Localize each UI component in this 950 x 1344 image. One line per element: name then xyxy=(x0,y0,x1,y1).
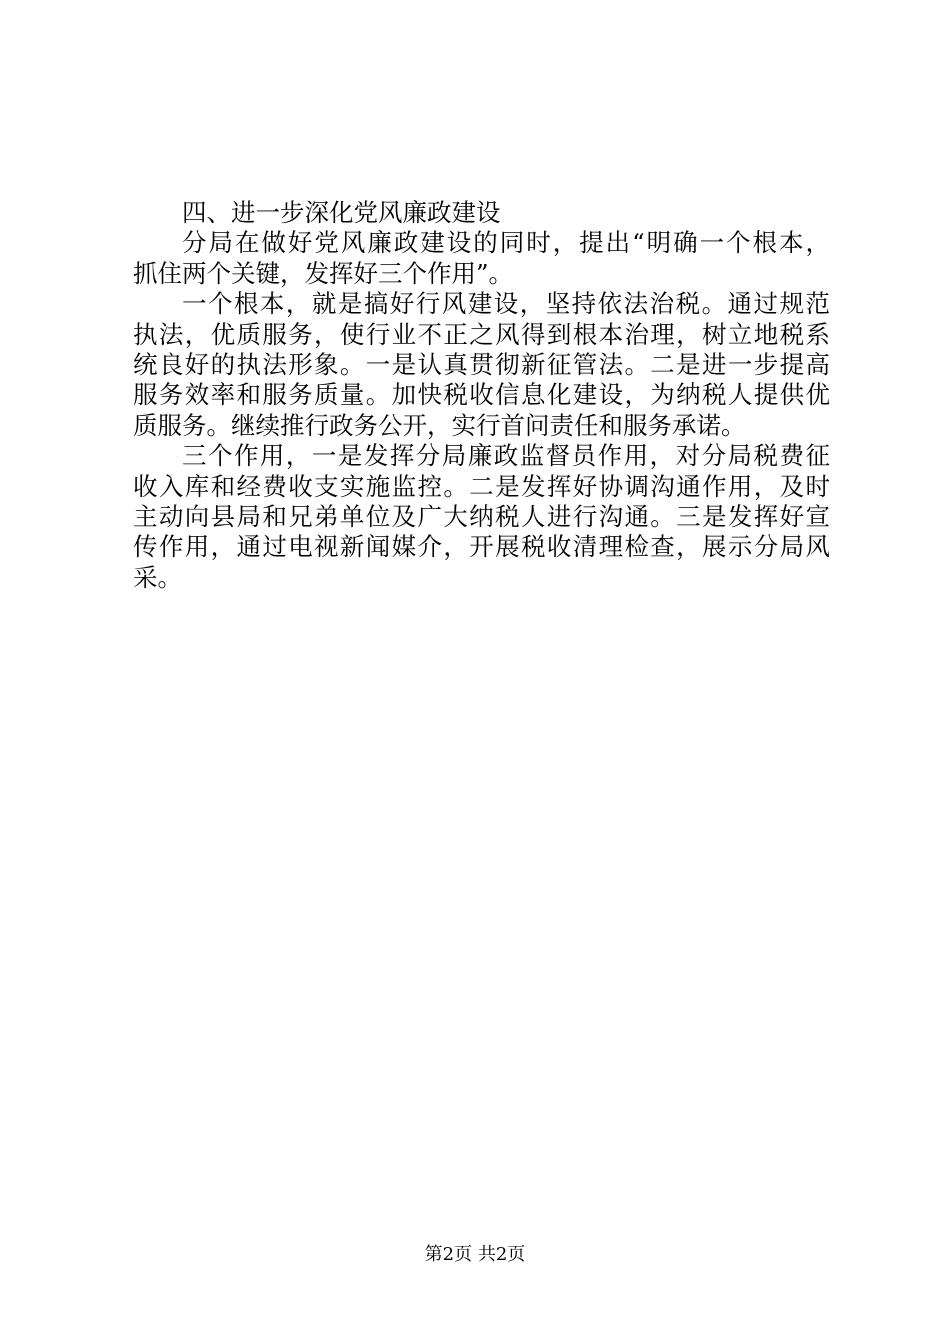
paragraph-intro xyxy=(133,228,830,289)
paragraph-line: 采。 xyxy=(133,562,182,592)
section-heading xyxy=(133,198,830,228)
paragraph-line: 统良好的执法形象。一是认真贯彻新征管法。二是进一步提高 xyxy=(133,349,830,379)
page-number: 第2页 共2页 xyxy=(424,1244,526,1265)
paragraph-line: 一个根本，就是搞好行风建设，坚持依法治税。通过规范 xyxy=(182,289,830,319)
paragraph-line: 传作用，通过电视新闻媒介，开展税收清理检查，展示分局风 xyxy=(133,532,830,562)
paragraph-line: 抓住两个关键，发挥好三个作用”。 xyxy=(133,258,514,288)
heading-line: 四、进一步深化党风廉政建设 xyxy=(182,198,501,227)
paragraph-line: 服务效率和服务质量。加快税收信息化建设，为纳税人提供优 xyxy=(133,380,830,410)
paragraph-line: 主动向县局和兄弟单位及广大纳税人进行沟通。三是发挥好宣 xyxy=(133,501,830,531)
paragraph-line: 质服务。继续推行政务公开，实行首问责任和服务承诺。 xyxy=(133,410,746,440)
paragraph-line: 三个作用，一是发挥分局廉政监督员作用，对分局税费征 xyxy=(182,441,830,471)
page-footer xyxy=(0,1243,950,1267)
paragraph-line: 执法，优质服务，使行业不正之风得到根本治理，树立地税系 xyxy=(133,319,830,349)
paragraph-three-roles xyxy=(133,441,830,593)
paragraph-line: 分局在做好党风廉政建设的同时，提出“明确一个根本， xyxy=(182,228,830,258)
paragraph-one-foundation xyxy=(133,289,830,441)
paragraph-line: 收入库和经费收支实施监控。二是发挥好协调沟通作用，及时 xyxy=(133,471,830,501)
document-body xyxy=(133,198,830,593)
